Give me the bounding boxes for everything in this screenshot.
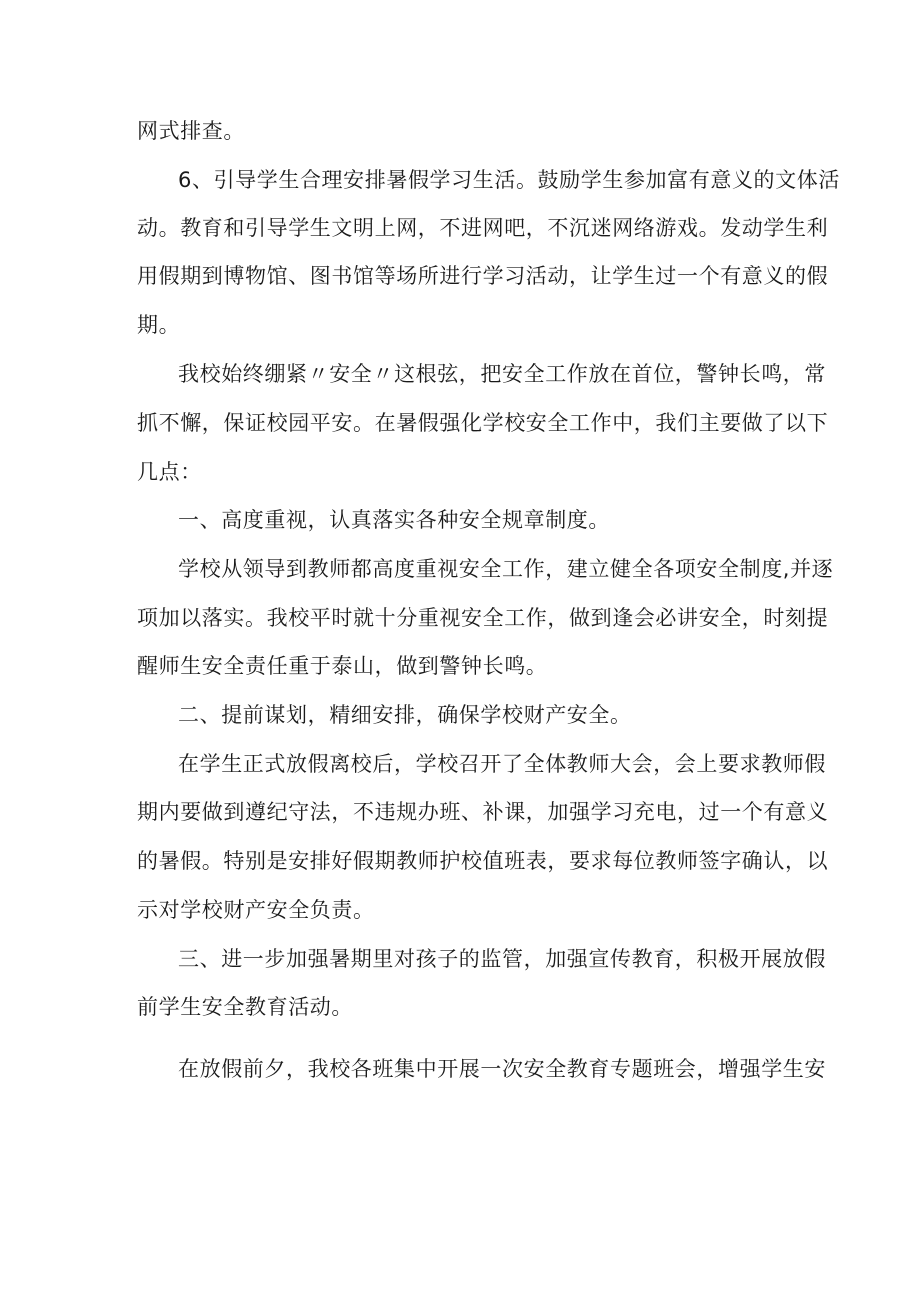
text-line: 学校从领导到教师都高度重视安全工作，建立健全各项安全制度,并逐 bbox=[178, 557, 834, 581]
text-line: 6、引导学生合理安排暑假学习生活。鼓励学生参加富有意义的文体活 bbox=[178, 168, 840, 192]
text-line: 动。教育和引导学生文明上网，不进网吧，不沉迷网络游戏。发动学生利 bbox=[137, 216, 829, 240]
text-line: 示对学校财产安全负责。 bbox=[137, 898, 375, 922]
text-line: 期内要做到遵纪守法，不违规办班、补课，加强学习充电，过一个有意义 bbox=[137, 800, 829, 824]
text-line: 我校始终绷紧〃安全〃这根弦，把安全工作放在首位，警钟长鸣，常 bbox=[178, 362, 826, 386]
text-line: 抓不懈，保证校园平安。在暑假强化学校安全工作中，我们主要做了以下 bbox=[137, 411, 829, 435]
text-line: 醒师生安全责任重于泰山，做到警钟长鸣。 bbox=[137, 654, 548, 678]
text-line: 用假期到博物馆、图书馆等场所进行学习活动，让学生过一个有意义的假 bbox=[137, 264, 829, 288]
text-line: 几点： bbox=[137, 460, 202, 484]
text-line: 网式排查。 bbox=[137, 119, 245, 143]
text-line: 项加以落实。我校平时就十分重视安全工作，做到逢会必讲安全，时刻提 bbox=[137, 606, 829, 630]
text-line: 的暑假。特别是安排好假期教师护校值班表，要求每位教师签字确认，以 bbox=[137, 849, 829, 873]
section-heading: 三、进一步加强暑期里对孩子的监管，加强宣传教育，积极开展放假 bbox=[178, 947, 826, 971]
text-line: 在放假前夕，我校各班集中开展一次安全教育专题班会，增强学生安 bbox=[178, 1057, 826, 1081]
section-heading: 前学生安全教育活动。 bbox=[137, 995, 353, 1019]
section-heading: 二、提前谋划，精细安排，确保学校财产安全。 bbox=[178, 703, 632, 727]
text-line: 期。 bbox=[137, 313, 181, 337]
section-heading: 一、高度重视，认真落实各种安全规章制度。 bbox=[178, 508, 610, 532]
text-line: 在学生正式放假离校后，学校召开了全体教师大会，会上要求教师假 bbox=[178, 752, 826, 776]
